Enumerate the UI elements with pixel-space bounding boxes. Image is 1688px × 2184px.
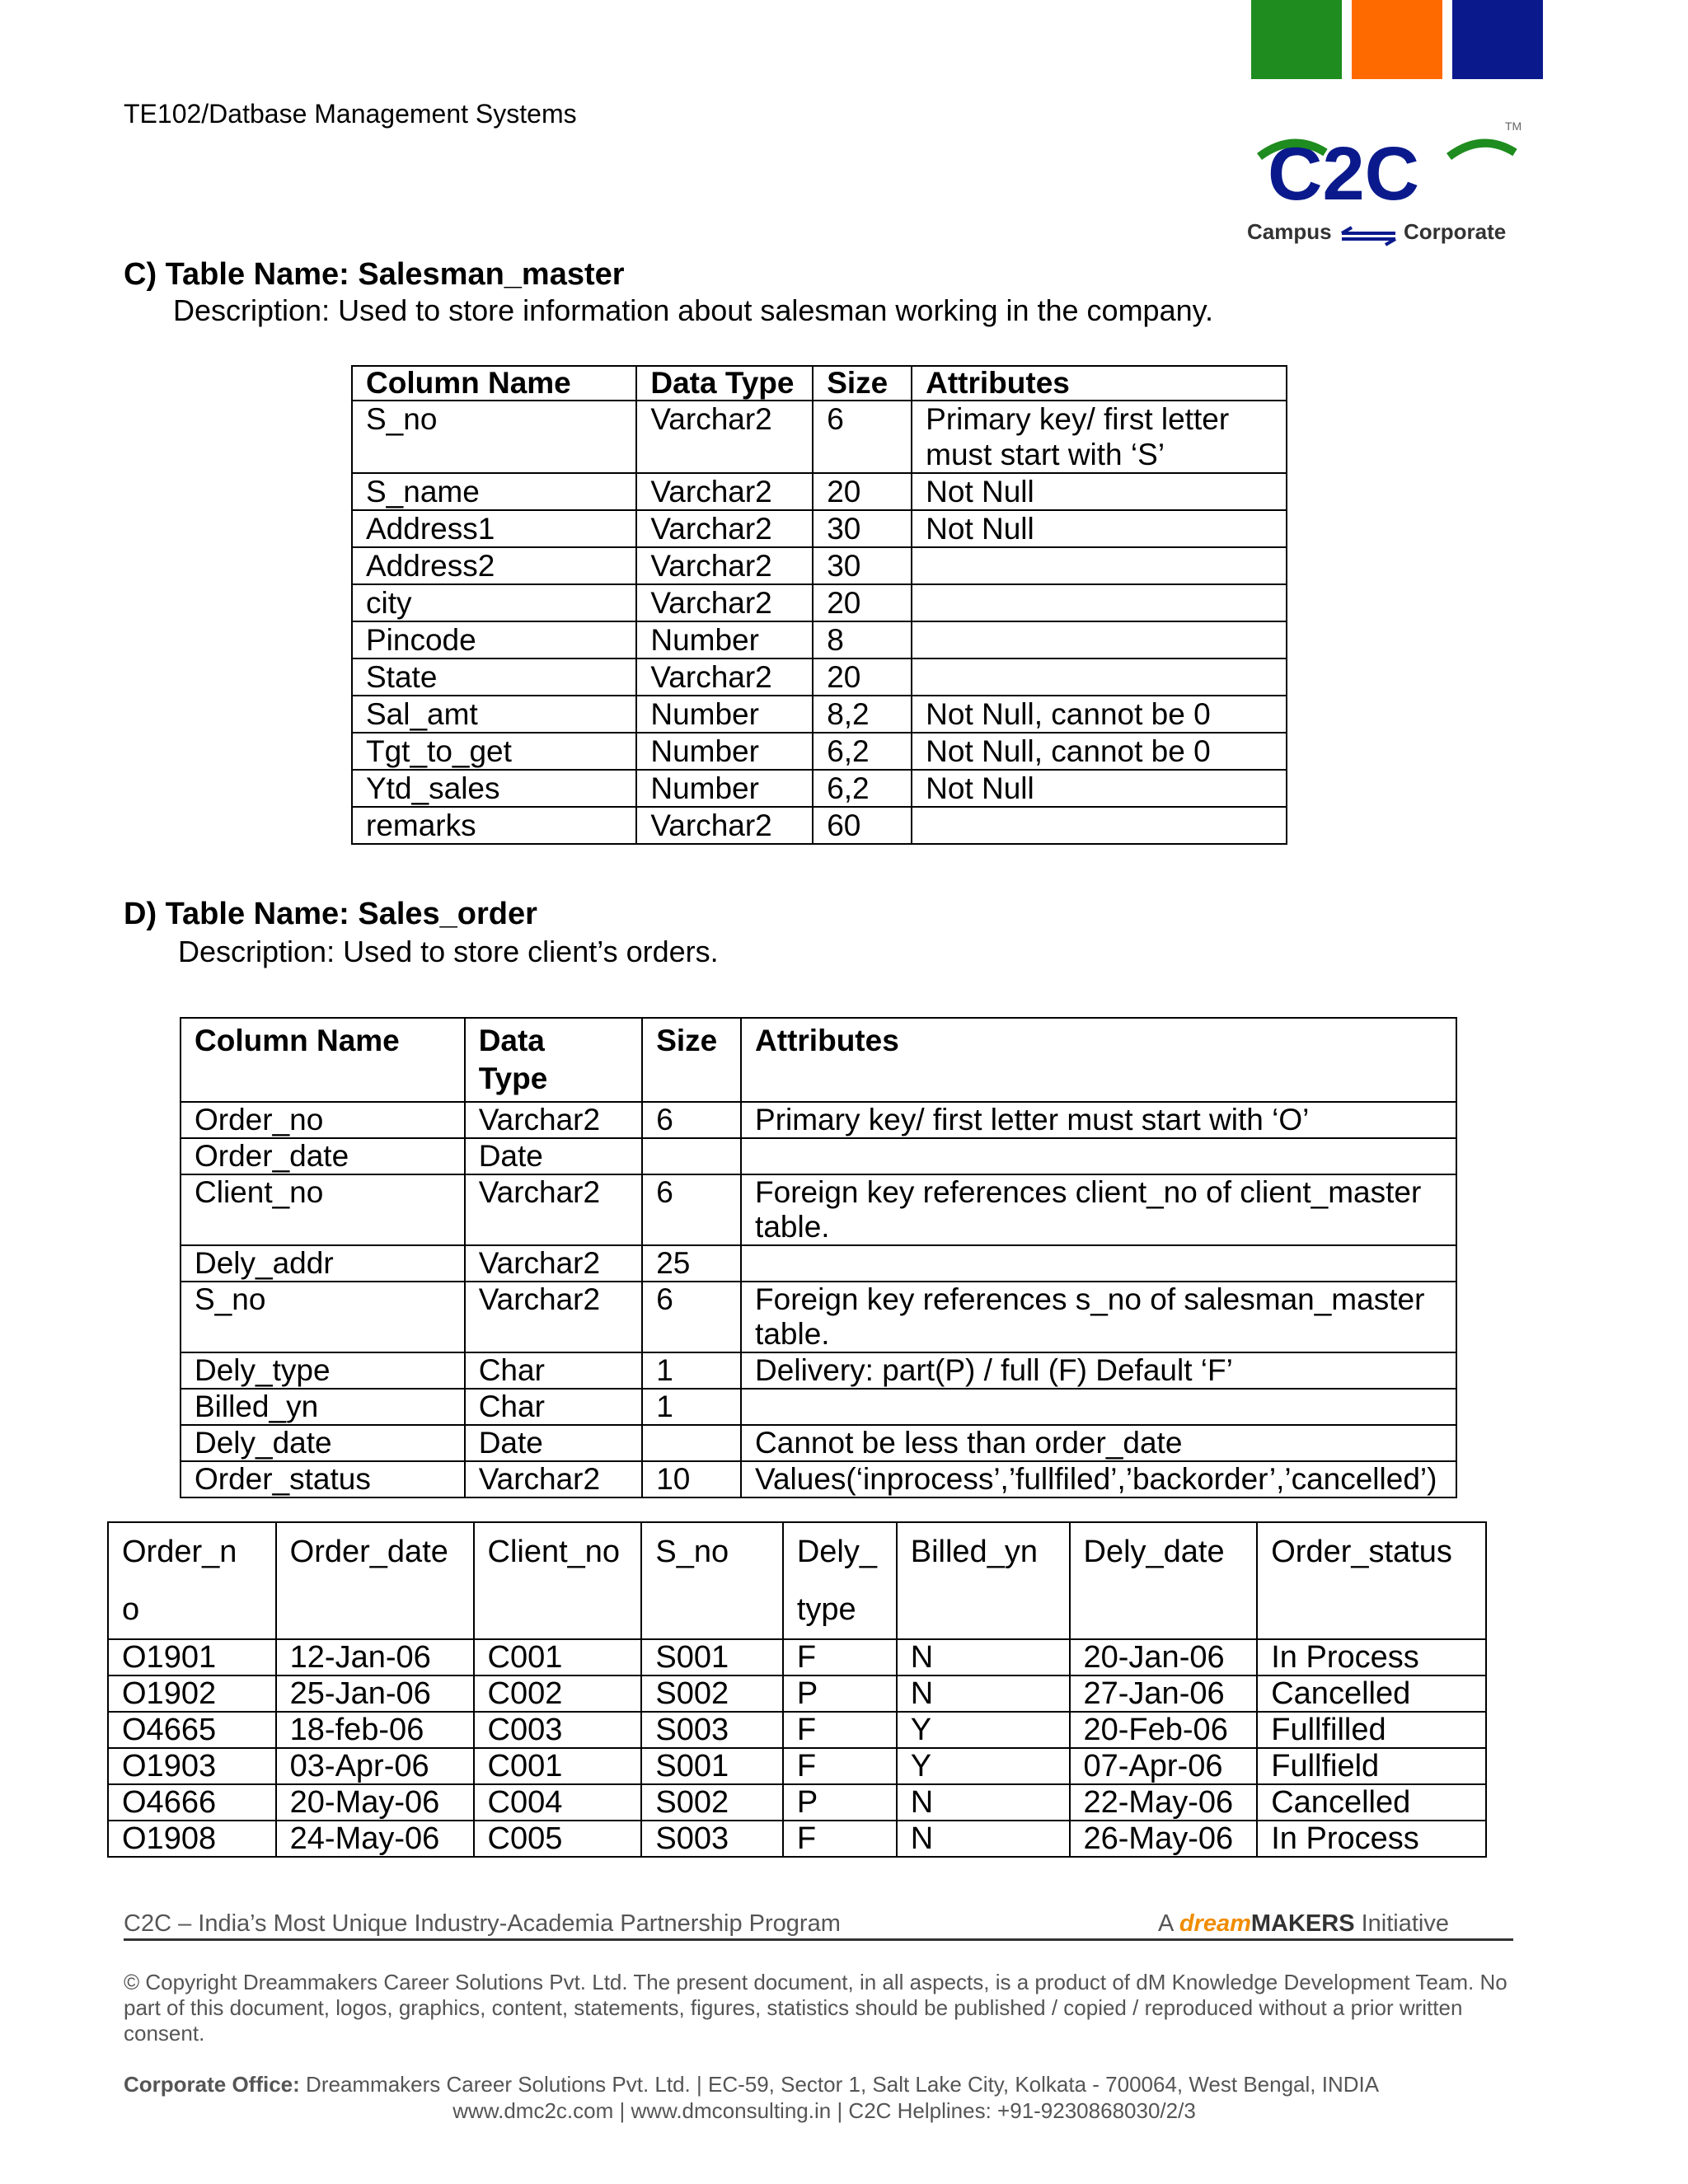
- table-cell: Primary key/ first letter must start with ‘O’: [741, 1102, 1456, 1138]
- table-cell: Foreign key references s_no of salesman_master table.: [741, 1282, 1456, 1352]
- table-cell: F: [783, 1712, 897, 1748]
- table-cell: P: [783, 1784, 897, 1821]
- col-header: Order_date: [276, 1522, 474, 1639]
- table-cell: F: [783, 1748, 897, 1784]
- table-cell: [741, 1245, 1456, 1282]
- table-cell: 8: [813, 621, 912, 658]
- table-cell: Number: [636, 621, 813, 658]
- table-cell: 18-feb-06: [276, 1712, 474, 1748]
- table-cell: Varchar2: [465, 1282, 643, 1352]
- table-cell: Not Null: [912, 770, 1287, 807]
- table-cell: Varchar2: [465, 1102, 643, 1138]
- table-cell: Fullfilled: [1257, 1712, 1486, 1748]
- table-cell: Not Null, cannot be 0: [912, 696, 1287, 733]
- table-cell: 20-Feb-06: [1070, 1712, 1258, 1748]
- table-cell: Cannot be less than order_date: [741, 1425, 1456, 1461]
- table-cell: S_name: [352, 473, 636, 510]
- logo-tagline-left: Campus: [1247, 219, 1332, 244]
- corporate-office: [124, 2072, 1525, 2097]
- table-cell: 6,2: [813, 770, 912, 807]
- table-row: [181, 1138, 1456, 1174]
- table-cell: 25: [642, 1245, 741, 1282]
- table-cell: Not Null: [912, 510, 1287, 547]
- col-header: Size: [642, 1018, 741, 1102]
- table-cell: Billed_yn: [181, 1389, 465, 1425]
- table-row: [108, 1639, 1486, 1675]
- col-header: Order_n o: [108, 1522, 276, 1639]
- table-cell: [642, 1425, 741, 1461]
- logo-c-left: C2C: [1268, 132, 1420, 216]
- table-cell: Number: [636, 733, 813, 770]
- brand-color-blocks: [1251, 0, 1543, 79]
- table-row: [181, 1282, 1456, 1352]
- table-cell: S001: [641, 1748, 782, 1784]
- section-d-description: Description: Used to store client’s orders.: [178, 935, 719, 968]
- logo-tagline-right: Corporate: [1404, 219, 1507, 244]
- corp-address: Dreammakers Career Solutions Pvt. Ltd. | EC-59, Sector 1, Salt Lake City, Kolkata - 700064, West Bengal, INDIA: [306, 2072, 1380, 2097]
- table-cell: S003: [641, 1712, 782, 1748]
- table-cell: [912, 658, 1287, 696]
- c2c-logo: [1243, 115, 1531, 255]
- table-cell: [912, 621, 1287, 658]
- table-row: [352, 807, 1287, 844]
- table-cell: Address2: [352, 547, 636, 584]
- table-cell: Dely_date: [181, 1425, 465, 1461]
- table-cell: Char: [465, 1389, 643, 1425]
- table-cell: Date: [465, 1425, 643, 1461]
- table-cell: Order_date: [181, 1138, 465, 1174]
- footer-divider: [124, 1938, 1513, 1941]
- table-cell: 6: [813, 401, 912, 473]
- table-cell: Cancelled: [1257, 1675, 1486, 1712]
- green-block: [1251, 0, 1342, 79]
- table-cell: O4666: [108, 1784, 276, 1821]
- table-cell: N: [897, 1675, 1070, 1712]
- table-row: [181, 1174, 1456, 1245]
- col-header: Billed_yn: [897, 1522, 1070, 1639]
- table-cell: 8,2: [813, 696, 912, 733]
- table-cell: Primary key/ first letter must start with ‘S’: [912, 401, 1287, 473]
- c2c-logo-graphic: [1243, 115, 1531, 255]
- table-cell: N: [897, 1639, 1070, 1675]
- table-cell: Varchar2: [636, 584, 813, 621]
- table-cell: [912, 547, 1287, 584]
- table-row: [352, 584, 1287, 621]
- col-header: Data Type: [636, 366, 813, 401]
- arrows-icon: [1342, 227, 1395, 245]
- table-cell: Y: [897, 1748, 1070, 1784]
- footer-initiative: [1158, 1910, 1449, 1938]
- table-cell: Varchar2: [465, 1245, 643, 1282]
- table-cell: 25-Jan-06: [276, 1675, 474, 1712]
- col-header: Dely_date: [1070, 1522, 1258, 1639]
- initiative-makers: MAKERS: [1250, 1910, 1355, 1937]
- table-cell: N: [897, 1821, 1070, 1857]
- table-cell: C005: [474, 1821, 642, 1857]
- initiative-dream: dream: [1179, 1910, 1251, 1937]
- table-cell: [912, 584, 1287, 621]
- table-cell: 60: [813, 807, 912, 844]
- running-head: TE102/Datbase Management Systems: [124, 99, 577, 129]
- table-cell: Varchar2: [636, 510, 813, 547]
- table-cell: 30: [813, 547, 912, 584]
- table-cell: Pincode: [352, 621, 636, 658]
- footer-program: C2C – India’s Most Unique Industry-Academia Partnership Program: [124, 1910, 841, 1937]
- table-cell: 24-May-06: [276, 1821, 474, 1857]
- table-cell: N: [897, 1784, 1070, 1821]
- table-cell: O1901: [108, 1639, 276, 1675]
- col-header: S_no: [641, 1522, 782, 1639]
- orange-block: [1352, 0, 1442, 79]
- table-cell: Not Null, cannot be 0: [912, 733, 1287, 770]
- table-cell: 12-Jan-06: [276, 1639, 474, 1675]
- table-cell: [741, 1389, 1456, 1425]
- salesman-master-table: [351, 365, 1287, 845]
- table-cell: Foreign key references client_no of client_master table.: [741, 1174, 1456, 1245]
- web-helplines: www.dmc2c.com | www.dmconsulting.in | C2C Helplines: +91-9230868030/2/3: [452, 2098, 1196, 2123]
- table-cell: [741, 1138, 1456, 1174]
- table-cell: Varchar2: [465, 1174, 643, 1245]
- table-row: [352, 621, 1287, 658]
- table-cell: Y: [897, 1712, 1070, 1748]
- table-row: [181, 1389, 1456, 1425]
- table-cell: Number: [636, 770, 813, 807]
- table-cell: Varchar2: [636, 473, 813, 510]
- table-cell: C004: [474, 1784, 642, 1821]
- table-cell: Dely_type: [181, 1352, 465, 1389]
- table-cell: Values(‘inprocess’,’fullfiled’,’backorder’,’cancelled’): [741, 1461, 1456, 1497]
- table-cell: P: [783, 1675, 897, 1712]
- table-cell: 6: [642, 1282, 741, 1352]
- table-cell: State: [352, 658, 636, 696]
- logo-tm: TM: [1505, 120, 1522, 133]
- table-row: [352, 696, 1287, 733]
- table-cell: 20: [813, 584, 912, 621]
- table-row: [352, 401, 1287, 473]
- table-row: [352, 658, 1287, 696]
- table-cell: S002: [641, 1784, 782, 1821]
- table-cell: O1908: [108, 1821, 276, 1857]
- table-row: [352, 473, 1287, 510]
- table-cell: 20-May-06: [276, 1784, 474, 1821]
- col-header: Column Name: [352, 366, 636, 401]
- table-cell: 30: [813, 510, 912, 547]
- table-row: [181, 1352, 1456, 1389]
- section-d-title: D) Table Name: Sales_order: [124, 897, 537, 931]
- table-cell: Delivery: part(P) / full (F) Default ‘F’: [741, 1352, 1456, 1389]
- table-cell: 6,2: [813, 733, 912, 770]
- table-cell: O4665: [108, 1712, 276, 1748]
- table-cell: S001: [641, 1639, 782, 1675]
- table-cell: F: [783, 1821, 897, 1857]
- table-cell: [912, 807, 1287, 844]
- table-cell: 03-Apr-06: [276, 1748, 474, 1784]
- table-row: [181, 1425, 1456, 1461]
- table-cell: Varchar2: [636, 401, 813, 473]
- col-header: Client_no: [474, 1522, 642, 1639]
- col-header: Attributes: [741, 1018, 1456, 1102]
- table-header-row: [108, 1522, 1486, 1639]
- table-cell: C003: [474, 1712, 642, 1748]
- table-cell: C001: [474, 1639, 642, 1675]
- table-cell: Varchar2: [636, 658, 813, 696]
- table-cell: S002: [641, 1675, 782, 1712]
- initiative-end: Initiative: [1361, 1910, 1449, 1937]
- table-cell: Char: [465, 1352, 643, 1389]
- blue-block: [1452, 0, 1543, 79]
- table-cell: Order_no: [181, 1102, 465, 1138]
- table-row: [108, 1784, 1486, 1821]
- col-header: Attributes: [912, 366, 1287, 401]
- table-cell: C002: [474, 1675, 642, 1712]
- table-cell: Date: [465, 1138, 643, 1174]
- table-cell: 1: [642, 1352, 741, 1389]
- table-cell: Number: [636, 696, 813, 733]
- corp-label: Corporate Office:: [124, 2072, 300, 2097]
- table-cell: F: [783, 1639, 897, 1675]
- sales-order-table: [180, 1017, 1457, 1498]
- table-header-row: [352, 366, 1287, 401]
- table-cell: Varchar2: [465, 1461, 643, 1497]
- table-cell: remarks: [352, 807, 636, 844]
- col-header: Data Type: [465, 1018, 643, 1102]
- table-cell: 1: [642, 1389, 741, 1425]
- table-cell: 22-May-06: [1070, 1784, 1258, 1821]
- table-cell: S_no: [352, 401, 636, 473]
- table-cell: Sal_amt: [352, 696, 636, 733]
- table-row: [352, 547, 1287, 584]
- table-row: [108, 1712, 1486, 1748]
- table-cell: 20-Jan-06: [1070, 1639, 1258, 1675]
- table-cell: S_no: [181, 1282, 465, 1352]
- section-c-title: C) Table Name: Salesman_master: [124, 257, 625, 292]
- table-cell: S003: [641, 1821, 782, 1857]
- table-cell: O1903: [108, 1748, 276, 1784]
- table-cell: In Process: [1257, 1821, 1486, 1857]
- initiative-a: A: [1158, 1910, 1173, 1937]
- table-row: [108, 1675, 1486, 1712]
- table-cell: 27-Jan-06: [1070, 1675, 1258, 1712]
- table-cell: city: [352, 584, 636, 621]
- table-cell: Not Null: [912, 473, 1287, 510]
- table-cell: Varchar2: [636, 807, 813, 844]
- table-header-row: [181, 1018, 1456, 1102]
- table-cell: Ytd_sales: [352, 770, 636, 807]
- table-cell: Fullfield: [1257, 1748, 1486, 1784]
- table-cell: C001: [474, 1748, 642, 1784]
- table-row: [352, 733, 1287, 770]
- table-cell: 26-May-06: [1070, 1821, 1258, 1857]
- table-cell: 10: [642, 1461, 741, 1497]
- table-cell: 20: [813, 658, 912, 696]
- table-cell: 6: [642, 1174, 741, 1245]
- table-cell: Dely_addr: [181, 1245, 465, 1282]
- table-cell: 6: [642, 1102, 741, 1138]
- sales-order-data-table: [107, 1521, 1487, 1858]
- copyright-notice: © Copyright Dreammakers Career Solutions Pvt. Ltd. The present document, in all aspects, is a product of dM Knowledge Development Team. No part of this document, logos, graphics, content, statements, figures, statistics should be published / copied / reproduced without a prior written consent.: [124, 1970, 1507, 2046]
- col-header: Size: [813, 366, 912, 401]
- col-header: Dely_ type: [783, 1522, 897, 1639]
- table-cell: Address1: [352, 510, 636, 547]
- col-header: Order_status: [1257, 1522, 1486, 1639]
- table-row: [181, 1461, 1456, 1497]
- table-cell: 20: [813, 473, 912, 510]
- table-cell: 07-Apr-06: [1070, 1748, 1258, 1784]
- table-row: [352, 510, 1287, 547]
- table-row: [352, 770, 1287, 807]
- table-cell: Varchar2: [636, 547, 813, 584]
- table-cell: Cancelled: [1257, 1784, 1486, 1821]
- table-row: [108, 1748, 1486, 1784]
- table-row: [181, 1102, 1456, 1138]
- table-cell: Order_status: [181, 1461, 465, 1497]
- table-cell: Tgt_to_get: [352, 733, 636, 770]
- col-header: Column Name: [181, 1018, 465, 1102]
- table-cell: O1902: [108, 1675, 276, 1712]
- table-cell: In Process: [1257, 1639, 1486, 1675]
- table-row: [108, 1821, 1486, 1857]
- table-cell: [642, 1138, 741, 1174]
- table-row: [181, 1245, 1456, 1282]
- table-cell: Client_no: [181, 1174, 465, 1245]
- section-c-description: Description: Used to store information about salesman working in the company.: [173, 293, 1213, 327]
